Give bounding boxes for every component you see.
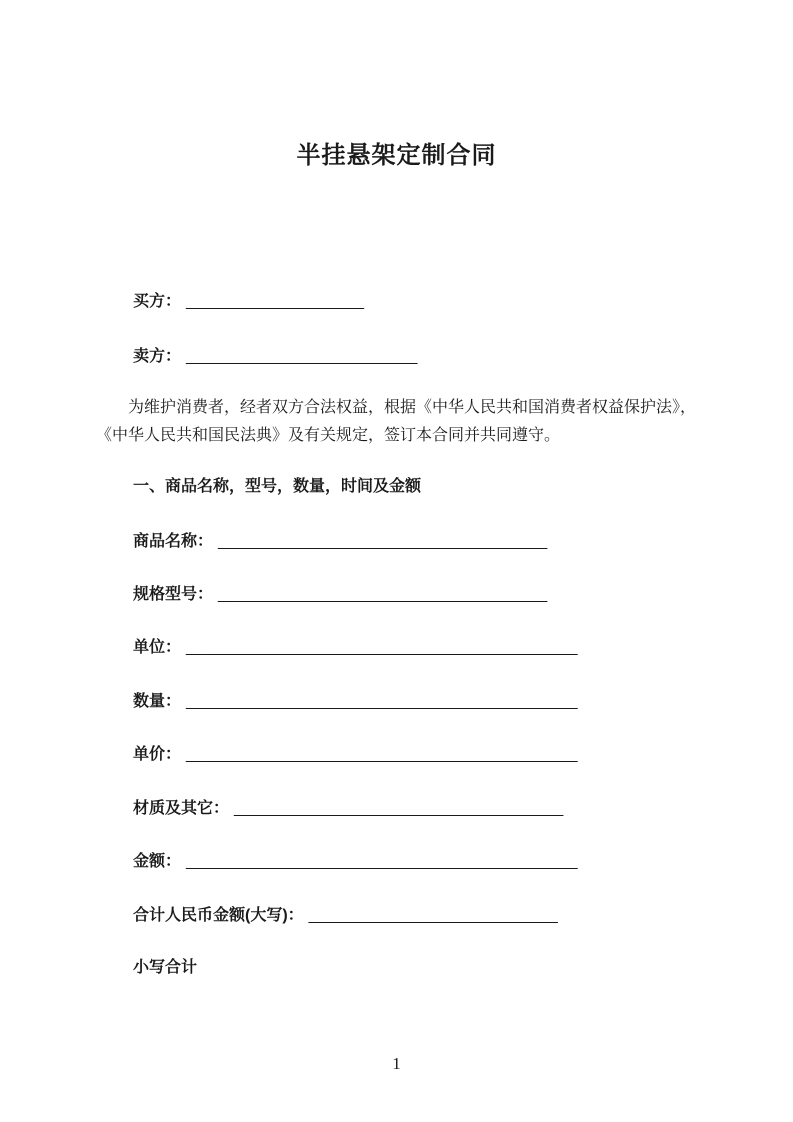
buyer-row bbox=[133, 292, 697, 312]
field-label: 金额： bbox=[133, 853, 182, 870]
field-row-quantity bbox=[133, 692, 697, 712]
field-row-unit-price bbox=[133, 745, 697, 765]
field-row-amount bbox=[133, 852, 697, 872]
field-row-total-rmb-capital bbox=[133, 906, 697, 926]
field-blank-line: _____________________________________ bbox=[234, 800, 564, 817]
preamble-line-2: 《中华人民共和国民法典》及有关规定，签订本合同并共同遵守。 bbox=[96, 427, 561, 444]
field-blank-line: ____________________________ bbox=[308, 907, 558, 924]
field-label: 单价： bbox=[133, 746, 182, 763]
field-label: 合计人民币金额(大写)： bbox=[133, 907, 304, 924]
section-1-heading: 一、商品名称，型号，数量，时间及金额 bbox=[133, 478, 422, 495]
field-row-material-other bbox=[133, 799, 697, 819]
field-label: 材质及其它： bbox=[133, 800, 230, 817]
document-title: 半挂悬架定制合同 bbox=[296, 142, 497, 169]
buyer-label: 买方： bbox=[133, 293, 182, 310]
field-blank-line: ____________________________________________ bbox=[186, 853, 578, 870]
field-row-spec-model bbox=[133, 585, 697, 605]
field-label: 商品名称： bbox=[133, 533, 214, 550]
subtotal-lowercase-label: 小写合计 bbox=[133, 959, 198, 976]
field-label: 数量： bbox=[133, 693, 182, 710]
field-label: 单位： bbox=[133, 639, 182, 656]
field-blank-line: _____________________________________ bbox=[218, 533, 548, 550]
field-blank-line: ____________________________________________ bbox=[186, 639, 578, 656]
seller-row bbox=[133, 347, 697, 367]
preamble-paragraph bbox=[96, 394, 700, 450]
field-row-product-name bbox=[133, 532, 697, 552]
buyer-blank-line: ____________________ bbox=[186, 293, 364, 310]
page-number: 1 bbox=[392, 1054, 401, 1073]
field-label: 规格型号： bbox=[133, 586, 214, 603]
seller-blank-line: __________________________ bbox=[186, 348, 418, 365]
field-blank-line: _____________________________________ bbox=[218, 586, 548, 603]
seller-label: 卖方： bbox=[133, 348, 182, 365]
field-blank-line: ____________________________________________ bbox=[186, 746, 578, 763]
field-blank-line: ____________________________________________ bbox=[186, 693, 578, 710]
preamble-line-1: 为维护消费者，经者双方合法权益，根据《中华人民共和国消费者权益保护法》， bbox=[128, 399, 697, 416]
field-row-unit bbox=[133, 638, 697, 658]
